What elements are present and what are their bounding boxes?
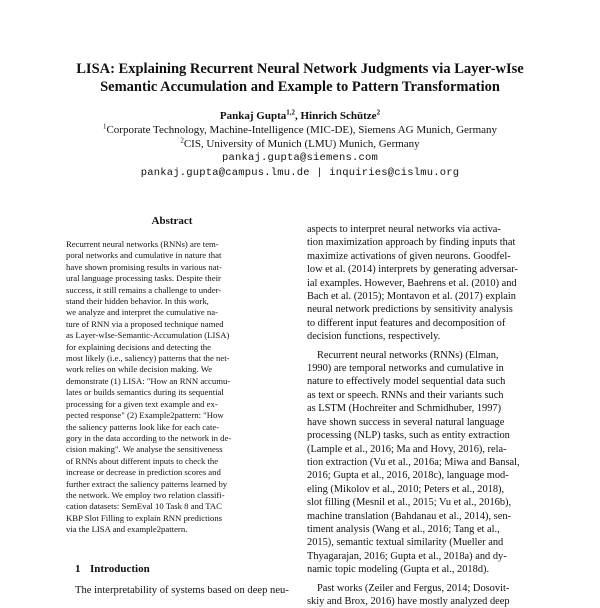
text-line: namic topic modeling (Gupta et al., 2018d). xyxy=(307,564,490,576)
text-line: decision functions, respectively. xyxy=(307,331,441,343)
email-line-2[interactable]: pankaj.gupta@campus.lmu.de | inquiries@cislmu.org xyxy=(140,167,460,179)
text-line: 2016; Gupta et al., 2016, 2018c), language mod- xyxy=(307,470,509,482)
text-line: the saliency patterns look like for each cate- xyxy=(66,421,220,432)
author-name: Hinrich Schütze xyxy=(300,110,377,122)
text-line: cation datasets: SemEval 10 Task 8 and TAC xyxy=(66,501,222,512)
text-line: as LSTM (Hochreiter and Schmidhuber, 1997) xyxy=(307,403,502,415)
intro-first-line: The interpretability of systems based on deep neu- xyxy=(75,585,289,596)
text-line: to different input features and decomposition of xyxy=(307,317,506,329)
abstract-body xyxy=(66,239,278,536)
section-title: Introduction xyxy=(90,563,150,575)
text-line: ture of RNN via a proposed technique named xyxy=(66,318,224,329)
paragraph-3 xyxy=(307,582,536,608)
right-column xyxy=(307,223,536,608)
section-heading-introduction xyxy=(75,563,150,575)
paragraph-2 xyxy=(307,349,536,577)
author-list xyxy=(40,110,560,123)
text-line: (Lample et al., 2016; Ma and Hovy, 2016), rela- xyxy=(307,443,507,455)
text-line: 2015), semantic textual similarity (Mueller and xyxy=(307,537,504,549)
text-line: ural language processing tasks. Despite their xyxy=(66,273,221,284)
text-line: increase or decrease in prediction scores and xyxy=(66,467,221,478)
text-line: gory in the data according to the network in de- xyxy=(66,432,232,443)
paragraph-1 xyxy=(307,223,536,344)
affil-text: Corporate Technology, Machine-Intelligence (MIC-DE), Siemens AG Munich, Germany xyxy=(106,124,498,136)
text-line: stand their hidden behavior. In this work, xyxy=(66,296,209,307)
text-line: have shown promising results in various nat- xyxy=(66,261,222,272)
text-line: skiy and Brox, 2016) have mostly analyzed deep xyxy=(307,595,510,607)
text-line: processing (NLP) tasks, such as entity extraction xyxy=(307,430,510,442)
affil-text: CIS, University of Munich (LMU) Munich, Germany xyxy=(183,138,420,150)
text-line: work relies on while decision making. We xyxy=(66,364,213,375)
text-line: nature to effectively model sequential data such xyxy=(307,376,506,388)
text-line: maximize activations of given neurons. Goodfel- xyxy=(307,250,511,262)
text-line: aspects to interpret neural networks via activa- xyxy=(307,224,501,235)
text-line: as text or speech. RNNs and their variants such xyxy=(307,389,504,401)
text-line: Recurrent neural networks (RNNs) (Elman, xyxy=(317,349,499,361)
text-line: we analyze and interpret the cumulative na- xyxy=(66,307,218,318)
text-line: Past works (Zeiler and Fergus, 2014; Dosovit- xyxy=(317,582,510,594)
email-line-1[interactable]: pankaj.gupta@siemens.com xyxy=(221,152,379,164)
text-line: 1990) are temporal networks and cumulative in xyxy=(307,363,504,375)
text-line: lates or builds semantics during its sequential xyxy=(66,387,224,398)
affiliation-1 xyxy=(40,124,560,137)
affil-marker: 1 xyxy=(102,122,107,131)
text-line: cision making". We analyse the sensitiveness xyxy=(66,444,223,455)
text-line: the network. We employ two relation classifi- xyxy=(66,489,225,500)
text-line: for explaining decisions and detecting the xyxy=(66,341,211,352)
abstract-column xyxy=(66,215,278,536)
author-separator: , xyxy=(294,110,301,122)
abstract-heading: Abstract xyxy=(151,215,193,227)
text-line: Recurrent neural networks (RNNs) are tem- xyxy=(66,239,219,249)
text-line: success, it still remains a challenge to under- xyxy=(66,284,222,295)
title-line-2: Semantic Accumulation and Example to Pattern Transformation xyxy=(100,79,500,95)
text-line: as Layer-wIse-Semantic-Accumulation (LISA) xyxy=(66,330,230,341)
text-line: tion extraction (Vu et al., 2016a; Miwa and Bansal, xyxy=(307,456,520,468)
author-affil-marker: 1,2 xyxy=(286,108,295,117)
text-line: most likely (i.e., saliency) patterns that the net- xyxy=(66,353,230,364)
text-line: slot filling (Mesnil et al., 2015; Vu et al., 2016b), xyxy=(307,497,512,509)
text-line: ial examples. However, Baehrens et al. (2010) and xyxy=(307,277,517,289)
text-line: neural network predictions by sensitivity analysis xyxy=(307,304,513,316)
text-line: demonstrate (1) LISA: "How an RNN accumu- xyxy=(66,375,231,386)
affil-marker: 2 xyxy=(180,136,184,145)
text-line: poral networks and cumulative in nature that xyxy=(66,250,222,261)
text-line: further extract the saliency patterns learned by xyxy=(66,478,228,489)
text-line: Thyagarajan, 2016; Gupta et al., 2018a) and dy- xyxy=(307,550,507,562)
author-name: Pankaj Gupta xyxy=(219,110,287,122)
affiliation-2 xyxy=(40,138,560,151)
text-line: of RNNs about different inputs to check the xyxy=(66,455,219,466)
text-line: processing for a given text example and ex- xyxy=(66,398,218,409)
section-number: 1 xyxy=(75,563,81,575)
text-line: via the LISA and example2pattern. xyxy=(66,524,188,535)
text-line: KBP Slot Filling to explain RNN predictions xyxy=(66,512,223,523)
paper-title xyxy=(40,60,560,96)
text-line: eling (Mikolov et al., 2010; Peters et al., 2018), xyxy=(307,483,505,495)
text-line: have shown success in several natural language xyxy=(307,416,505,428)
text-line: machine translation (Bahdanau et al., 2014), sen- xyxy=(307,510,511,522)
text-line: timent analysis (Wang et al., 2016; Tang et al., xyxy=(307,523,500,535)
text-line: pected response" (2) Example2pattern: "How xyxy=(66,410,224,421)
text-line: tion maximization approach by finding inputs that xyxy=(307,237,516,249)
author-affil-marker: 2 xyxy=(376,108,381,117)
text-line: Bach et al. (2015); Montavon et al. (2017) explain xyxy=(307,291,516,303)
title-line-1: LISA: Explaining Recurrent Neural Network Judgments via Layer-wIse xyxy=(76,61,524,77)
text-line: low et al. (2014) interprets by generating adversar- xyxy=(307,264,518,276)
